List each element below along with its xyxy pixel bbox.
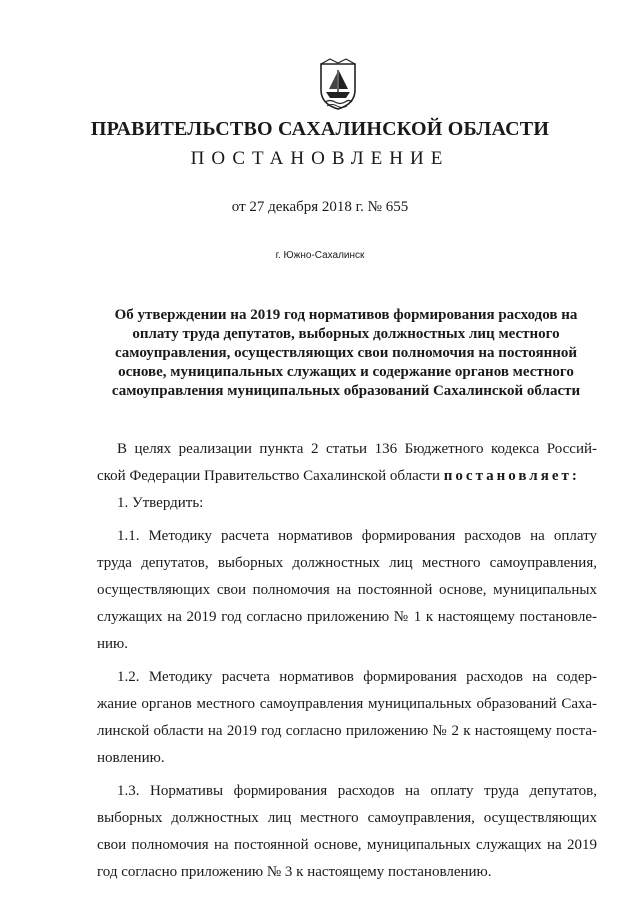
- preamble-text: ской Федерации Правительство Сахалинской области: [97, 468, 441, 484]
- subject-line: основе, муниципальных служащих и содержание органов местного: [118, 364, 574, 380]
- government-title: ПРАВИТЕЛЬСТВО САХАЛИНСКОЙ ОБЛАСТИ: [90, 118, 550, 140]
- item-1-1-line: труда депутатов, выборных должностных лиц местного самоуправления,: [97, 555, 597, 571]
- item-1-2-line: 1.2. Методику расчета нормативов формирования расходов на содер-: [117, 669, 597, 685]
- item-1-1-line: служащих на 2019 год согласно приложению № 1 к настоящему постановле-: [97, 609, 597, 625]
- preamble-line: [97, 463, 597, 490]
- subject-line: оплату труда депутатов, выборных должностных лиц местного: [132, 326, 560, 342]
- city-line: г. Южно-Сахалинск: [275, 250, 365, 261]
- date-number-line: от 27 декабря 2018 г. № 655: [231, 199, 409, 215]
- item-1-3-line: 1.3. Нормативы формирования расходов на оплату труда депутатов,: [117, 783, 597, 799]
- item-1: 1. Утвердить:: [117, 495, 204, 511]
- coat-of-arms-icon: [318, 58, 358, 110]
- resolution-keyword: постановляет:: [443, 468, 580, 484]
- document-type: ПОСТАНОВЛЕНИЕ: [190, 148, 450, 169]
- item-1-1-line: 1.1. Методику расчета нормативов формирования расходов на оплату: [117, 528, 597, 544]
- subject-line: самоуправления муниципальных образований Сахалинской области: [111, 383, 581, 399]
- item-1-3-line: выборных должностных лиц местного самоуправления, осуществляющих: [97, 810, 597, 826]
- item-1-2-line: линской области на 2019 год согласно приложению № 2 к настоящему поста-: [97, 723, 597, 739]
- preamble-line: В целях реализации пункта 2 статьи 136 Бюджетного кодекса Россий-: [117, 441, 597, 457]
- item-1-3-line: год согласно приложению № 3 к настоящему постановлению.: [97, 864, 492, 880]
- subject-line: самоуправления, осуществляющих свои полномочия на постоянной: [114, 345, 578, 361]
- item-1-1-line: осуществляющих свои полномочия на постоянной основе, муниципальных: [97, 582, 597, 598]
- document-subject: [96, 306, 596, 401]
- item-1-3-line: свои полномочия на постоянной основе, муниципальных служащих на 2019: [97, 837, 597, 853]
- item-1-2-line: жание органов местного самоуправления муниципальных образований Саха-: [97, 696, 597, 712]
- subject-line: Об утверждении на 2019 год нормативов формирования расходов на: [114, 307, 578, 323]
- document-body: [97, 436, 597, 886]
- item-1-2-line: новлению.: [97, 750, 165, 766]
- item-1-1-line: нию.: [97, 636, 129, 652]
